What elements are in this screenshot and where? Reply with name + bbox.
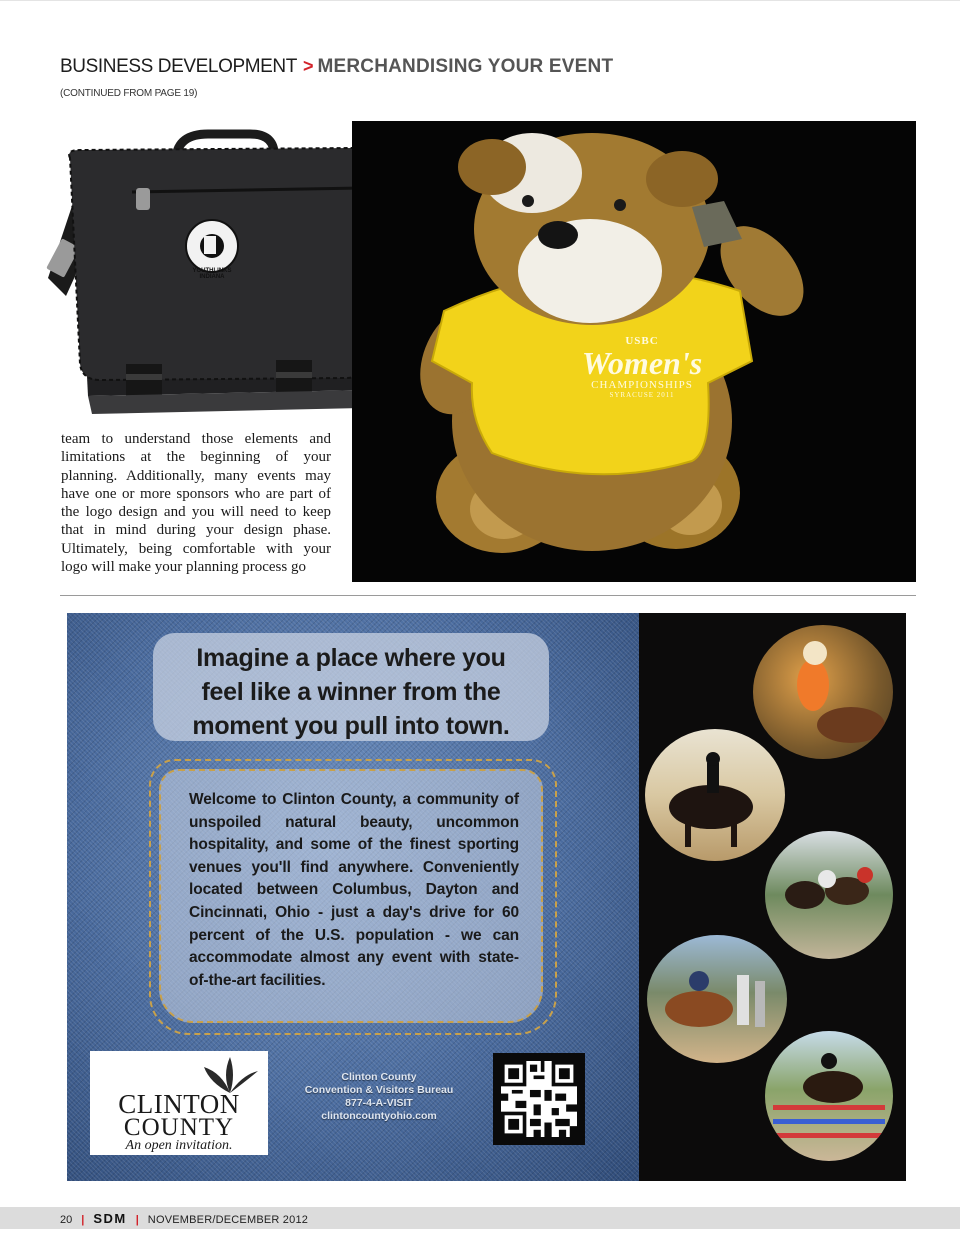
issue-date: NOVEMBER/DECEMBER 2012 <box>147 1214 309 1226</box>
section-divider <box>60 595 916 596</box>
continued-note: (CONTINUED FROM PAGE 19) <box>60 88 198 99</box>
magazine-brand: SDM <box>93 1211 127 1226</box>
cvb-line: Clinton County <box>341 1071 417 1083</box>
rodeo-roping-photo <box>753 625 893 759</box>
clinton-county-ad <box>67 613 906 1181</box>
logo-county: COUNTY <box>123 1114 235 1141</box>
ad-headline <box>153 641 549 743</box>
page-border <box>0 0 960 1</box>
cvb-phone: 877-4-A-VISIT <box>345 1097 413 1109</box>
article-title: MERCHANDISING YOUR EVENT <box>317 56 614 77</box>
header-arrow: > <box>302 56 314 76</box>
ad-headline-line: moment you pull into town. <box>192 712 510 740</box>
cvb-website: clintoncountyohio.com <box>321 1110 437 1122</box>
qr-code-icon <box>501 1061 577 1137</box>
cvb-contact <box>289 1071 469 1123</box>
cvb-line: Convention & Visitors Bureau <box>304 1084 454 1096</box>
footer-info <box>60 1211 308 1226</box>
logo-clinton: CLINTON <box>118 1089 240 1119</box>
footer-separator: | <box>135 1214 139 1226</box>
plush-bulldog-photo <box>352 121 916 582</box>
qr-code <box>493 1053 585 1145</box>
shirt-logo-championships: CHAMPIONSHIPS <box>591 379 693 391</box>
ad-headline-line: Imagine a place where you <box>196 644 506 672</box>
logo-tagline: An open invitation. <box>125 1138 233 1153</box>
section-header <box>60 56 920 82</box>
shirt-logo <box>562 335 722 399</box>
show-jumping-photo <box>765 1031 893 1161</box>
harness-racing-photo <box>765 831 893 959</box>
footer-separator: | <box>81 1214 85 1226</box>
headline-box <box>153 633 549 741</box>
bag-patch-text: YOUTHLINKS INDIANA <box>192 268 232 280</box>
page-number: 20 <box>60 1214 73 1226</box>
barrel-racing-photo <box>647 935 787 1063</box>
section-name: BUSINESS DEVELOPMENT <box>60 56 297 77</box>
ad-welcome-text: Welcome to Clinton County, a community of unspoiled natural beauty, uncommon hospitality, and some of the finest sporting venues you'll find anywhere. Conveniently located between Columbus, Dayton and Cincinnati, Ohio - just a day's drive for 60 percent of the U.S. population - we can accommodate almost any event with state-of-the-art facilities. <box>189 791 519 989</box>
shirt-logo-usbc: USBC <box>625 335 659 347</box>
clinton-county-logo <box>90 1051 268 1155</box>
shirt-logo-womens: Women's <box>581 345 703 381</box>
dressage-photo <box>645 729 785 861</box>
shirt-logo-location: SYRACUSE 2011 <box>609 391 675 399</box>
ad-headline-line: feel like a winner from the <box>201 678 501 706</box>
article-body-text: team to understand those elements and limitations at the beginning of your planning. Additionally, many events may have one or more sponsors who are part of the logo design and you will need to keep that in mind during your design phase. Ultimately, being comfortable with your logo will make your planning process go <box>61 431 331 576</box>
